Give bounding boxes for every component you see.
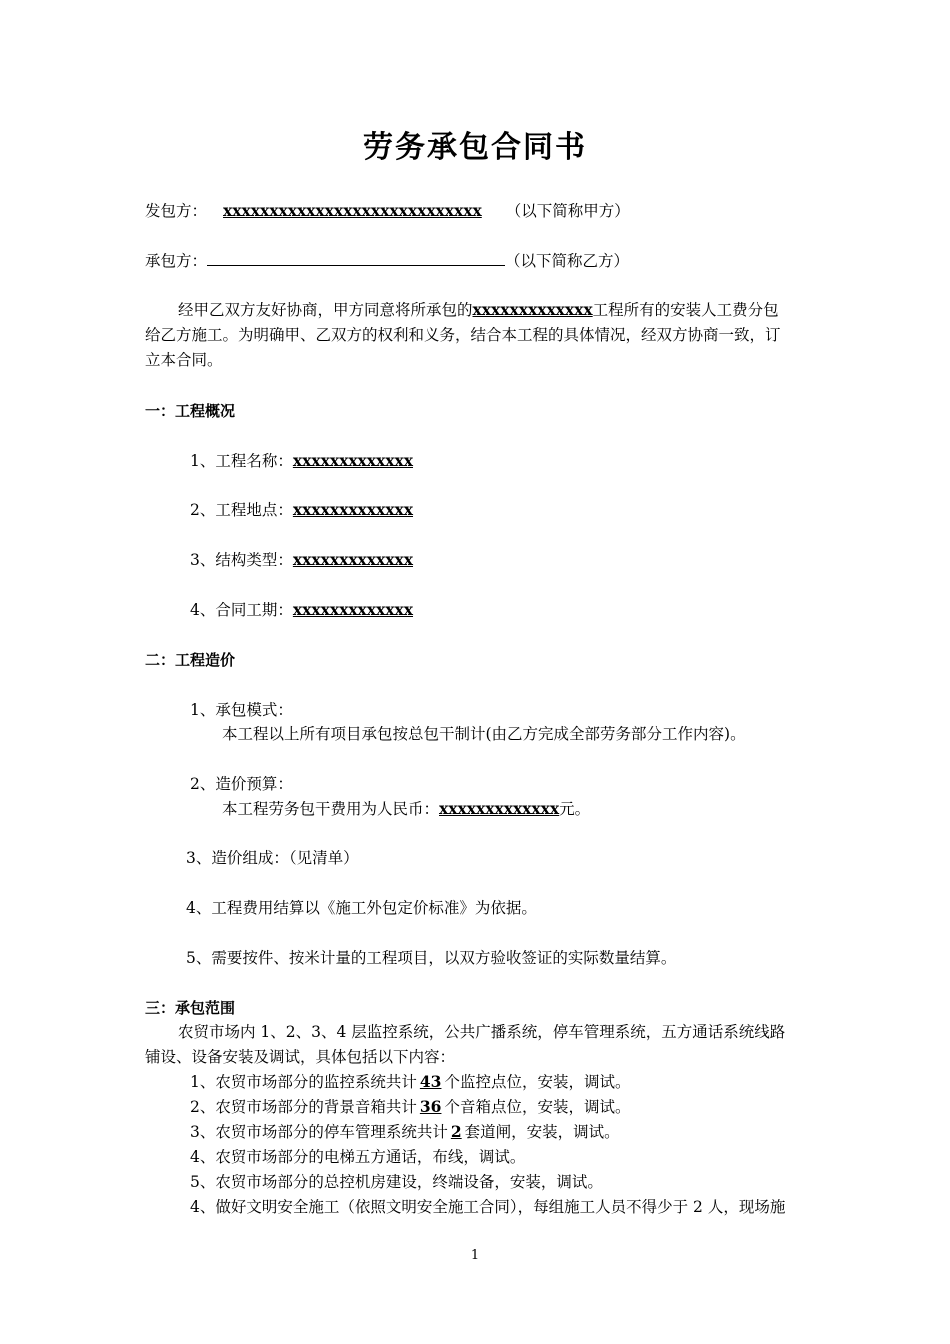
party-a-value: xxxxxxxxxxxxxxxxxxxxxxxxxxxx (223, 201, 482, 220)
budget-line (222, 797, 590, 821)
intro-project: xxxxxxxxxxxxx (472, 300, 593, 319)
intro-text: 工程所有的安装人工费分包 (592, 301, 779, 319)
scope-intro-1: 农贸市场内 1、2、3、4 层监控系统，公共广播系统，停车管理系统，五方通话系统线路 (178, 1023, 786, 1041)
scope-intro-2: 铺设、设备安装及调试，具体包括以下内容： (145, 1048, 456, 1066)
item-value: xxxxxxxxxxxxx (292, 451, 414, 470)
item-value: xxxxxxxxxxxxx (292, 550, 414, 569)
party-b-suffix: （以下简称乙方） (505, 252, 630, 270)
budget-label: 2、造价预算： (190, 775, 293, 793)
section1-item (190, 449, 413, 473)
section2-heading: 二：工程造价 (145, 651, 236, 669)
scope-text: 3、农贸市场部分的停车管理系统共计 (190, 1123, 448, 1141)
page-number: 1 (470, 1248, 480, 1263)
scope-count: 43 (419, 1072, 442, 1091)
item-label: 4、合同工期： (190, 601, 293, 619)
scope-text: 1、农贸市场部分的监控系统共计 (190, 1073, 417, 1091)
scope-text: 个监控点位，安装，调试。 (444, 1073, 631, 1091)
item-label: 2、工程地点： (190, 501, 293, 519)
party-b-blank (207, 249, 505, 266)
budget-value: xxxxxxxxxxxxx (439, 799, 560, 818)
cost-composition: 3、造价组成：（见清单） (186, 849, 359, 867)
budget-text: 元。 (559, 800, 591, 818)
intro-line-2: 给乙方施工。为明确甲、乙双方的权利和义务，结合本工程的具体情况，经双方协商一致，订 (145, 326, 781, 344)
scope-text: 2、农贸市场部分的背景音箱共计 (190, 1098, 417, 1116)
scope-count: 2 (450, 1122, 462, 1141)
section1-item (190, 598, 413, 622)
quantity-settlement: 5、需要按件、按米计量的工程项目，以双方验收签证的实际数量结算。 (186, 949, 677, 967)
scope-item (190, 1070, 630, 1094)
section1-heading: 一：工程概况 (145, 402, 236, 420)
party-a-label: 发包方： (145, 202, 208, 220)
scope-item: 5、农贸市场部分的总控机房建设，终端设备，安装，调试。 (190, 1173, 603, 1191)
intro-line-1 (178, 298, 779, 322)
section3-heading: 三：承包范围 (145, 999, 236, 1017)
settlement-basis: 4、工程费用结算以《施工外包定价标准》为依据。 (186, 899, 537, 917)
mode-label: 1、承包模式： (190, 701, 293, 719)
party-b-line (145, 249, 629, 273)
scope-count: 36 (419, 1097, 442, 1116)
item-value: xxxxxxxxxxxxx (292, 500, 414, 519)
mode-text: 本工程以上所有项目承包按总包干制计(由乙方完成全部劳务部分工作内容)。 (222, 725, 746, 743)
intro-text: 经甲乙双方友好协商，甲方同意将所承包的 (178, 301, 473, 319)
party-a-line (145, 199, 630, 223)
section1-item (190, 548, 413, 572)
scope-item: 4、农贸市场部分的电梯五方通话，布线，调试。 (190, 1148, 526, 1166)
item-label: 1、工程名称： (190, 452, 293, 470)
item-label: 3、结构类型： (190, 551, 293, 569)
scope-item (190, 1120, 620, 1144)
scope-item: 4、做好文明安全施工（依照文明安全施工合同），每组施工人员不得少于 2 人，现场施 (190, 1198, 786, 1216)
scope-item (190, 1095, 630, 1119)
item-value: xxxxxxxxxxxxx (292, 600, 414, 619)
document-title: 劳务承包合同书 (363, 130, 587, 165)
party-a-suffix: （以下简称甲方） (505, 202, 630, 220)
budget-text: 本工程劳务包干费用为人民币： (222, 800, 440, 818)
intro-line-3: 立本合同。 (145, 351, 223, 369)
section1-item (190, 498, 413, 522)
party-b-label: 承包方： (145, 252, 208, 270)
scope-text: 个音箱点位，安装，调试。 (444, 1098, 631, 1116)
scope-text: 套道闸，安装，调试。 (464, 1123, 620, 1141)
